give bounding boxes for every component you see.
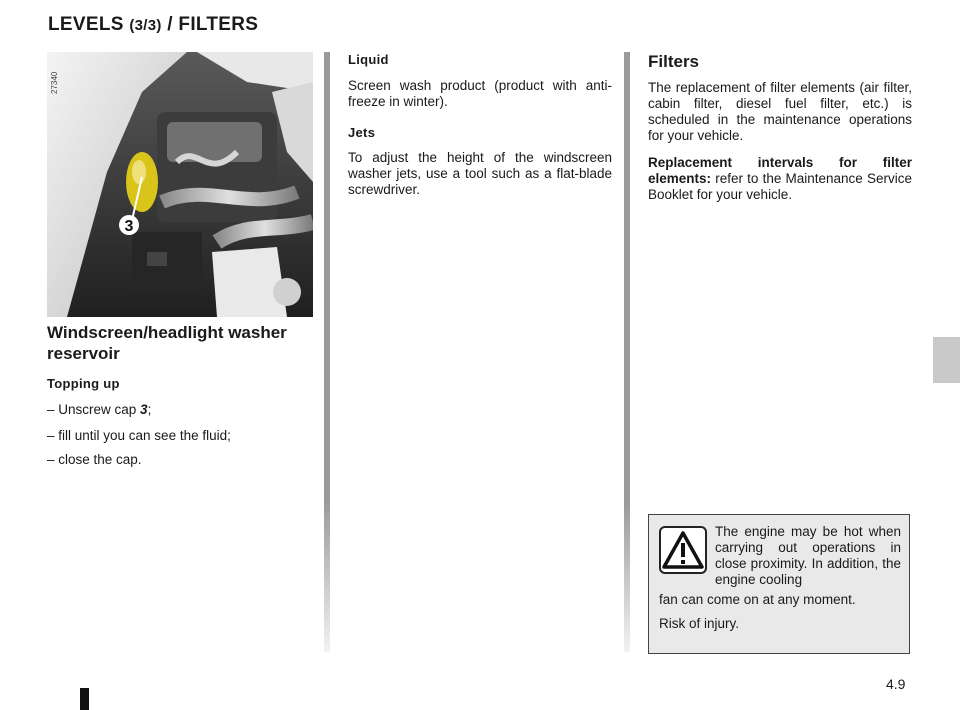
step1-prefix: – Unscrew cap — [47, 402, 141, 417]
crop-mark — [80, 688, 89, 710]
intervals-text: refer to the Maintenance Service Booklet for your vehicle. — [648, 171, 912, 202]
jets-heading: Jets — [348, 125, 376, 140]
jets-text: To adjust the height of the windscreen washer jets, use a tool such as a flat-blade screwdriver. — [348, 150, 612, 197]
step-unscrew-cap — [47, 402, 151, 418]
step-fill: – fill until you can see the fluid; — [47, 428, 231, 443]
warning-triangle-icon — [659, 526, 707, 574]
page-number: 4.9 — [886, 676, 906, 692]
filters-heading: Filters — [648, 52, 700, 71]
intervals-label: Replacement intervals for filter elements: — [648, 155, 912, 186]
filters-text: The replacement of filter elements (air filter, cabin filter, diesel fuel filter, etc.) is scheduled in the maintenance operations for your vehicle. — [648, 80, 912, 143]
title-sub: (3/3) — [129, 17, 162, 34]
callout-number: 3 — [124, 218, 134, 235]
warning-text-bottom: fan can come on at any moment. — [659, 592, 856, 607]
engine-bay-illustration — [47, 52, 313, 317]
figure-reference-number: 27340 — [50, 71, 59, 94]
replacement-intervals — [648, 155, 912, 203]
step1-ref: 3 — [140, 402, 148, 417]
topping-up-heading: Topping up — [47, 376, 120, 391]
column-divider-right — [624, 52, 630, 652]
step-close-cap: – close the cap. — [47, 452, 142, 467]
section-thumb-tab — [933, 337, 960, 383]
liquid-text: Screen wash product (product with anti-freeze in winter). — [348, 78, 612, 109]
page-title — [48, 14, 258, 36]
title-rest: / FILTERS — [167, 14, 259, 35]
warning-risk: Risk of injury. — [659, 616, 740, 631]
warning-box — [648, 514, 910, 654]
engine-bay-photo — [47, 52, 313, 317]
column-divider-left — [324, 52, 330, 652]
step1-suffix: ; — [147, 402, 152, 417]
warning-text-top: The engine may be hot when carrying out operations in close proximity. In addition, the engine cooling — [715, 524, 901, 587]
title-main: LEVELS — [48, 14, 124, 35]
washer-reservoir-heading: Windscreen/headlight washer reservoir — [47, 323, 287, 363]
liquid-heading: Liquid — [348, 52, 389, 67]
